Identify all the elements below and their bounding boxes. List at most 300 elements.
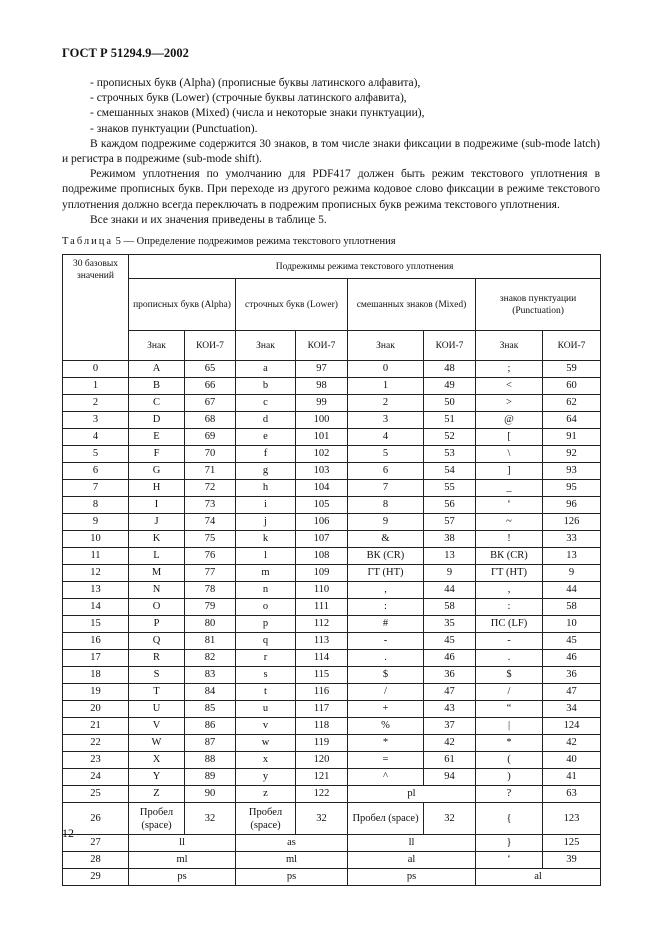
table-cell: 106	[296, 514, 348, 531]
table-cell: 112	[296, 616, 348, 633]
table-row	[63, 531, 601, 548]
table-cell: }	[476, 835, 543, 852]
header-koi-mixed: КОИ-7	[424, 331, 476, 361]
table-cell: 108	[296, 548, 348, 565]
table-cell: \	[476, 446, 543, 463]
table-cell: O	[129, 599, 185, 616]
table-row	[63, 803, 601, 835]
table-cell: 44	[424, 582, 476, 599]
table-cell: 117	[296, 701, 348, 718]
paragraph-default-mode: Режимом уплотнения по умолчанию для PDF417 должен быть режим текстового уплотнения в подрежиме прописных букв. При переходе из другого режима кодовое слово фиксации в режиме текстового уплотнения должно всегда переключать в подрежим прописных букв режима текстового уплотнения.	[62, 168, 600, 211]
table-cell: $	[348, 667, 424, 684]
table-cell: 45	[424, 633, 476, 650]
table-cell: 86	[185, 718, 236, 735]
table-cell: x	[236, 752, 296, 769]
table-row	[63, 463, 601, 480]
table-cell: 59	[543, 361, 601, 378]
table-cell: 13	[543, 548, 601, 565]
table-cell: 120	[296, 752, 348, 769]
table-row	[63, 852, 601, 869]
table-cell: 28	[63, 852, 129, 869]
table-cell: 9	[543, 565, 601, 582]
table-cell: 60	[543, 378, 601, 395]
table-cell: 32	[296, 803, 348, 835]
table-row	[63, 378, 601, 395]
table-cell: 42	[543, 735, 601, 752]
table-cell: E	[129, 429, 185, 446]
table-cell: “	[476, 701, 543, 718]
table-cell: 35	[424, 616, 476, 633]
table-cell: 27	[63, 835, 129, 852]
table-cell: 92	[543, 446, 601, 463]
table-cell: (	[476, 752, 543, 769]
table-cell: 88	[185, 752, 236, 769]
table-cell: 73	[185, 497, 236, 514]
table-row	[63, 395, 601, 412]
table-cell: u	[236, 701, 296, 718]
table-cell: 12	[63, 565, 129, 582]
table-cell: q	[236, 633, 296, 650]
table-cell: g	[236, 463, 296, 480]
table-cell: 101	[296, 429, 348, 446]
table-cell: r	[236, 650, 296, 667]
table-cell: A	[129, 361, 185, 378]
document-header: ГОСТ Р 51294.9—2002	[62, 46, 189, 60]
table-cell: l	[236, 548, 296, 565]
table-cell: 14	[63, 599, 129, 616]
table-cell: 9	[348, 514, 424, 531]
table-cell: 100	[296, 412, 348, 429]
paragraph-submodes: В каждом подрежиме содержится 30 знаков, в том числе знаки фиксации в подрежиме (sub-mode latch) и регистра в подрежиме (sub-mode shift).	[62, 137, 600, 166]
table-cell: Y	[129, 769, 185, 786]
table-cell: 81	[185, 633, 236, 650]
header-base-values: 30 базовых значений	[63, 255, 129, 361]
table-cell: 90	[185, 786, 236, 803]
table-cell: 123	[543, 803, 601, 835]
table-cell-merged: al	[476, 869, 601, 886]
table-cell: 76	[185, 548, 236, 565]
table-cell: /	[476, 684, 543, 701]
table-cell: 10	[543, 616, 601, 633]
table-cell: 0	[348, 361, 424, 378]
table-row	[63, 701, 601, 718]
table-cell: ГТ (НТ)	[476, 565, 543, 582]
table-cell: D	[129, 412, 185, 429]
table-cell: 47	[543, 684, 601, 701]
table-cell: :	[476, 599, 543, 616]
table-cell: 48	[424, 361, 476, 378]
table-cell: -	[348, 633, 424, 650]
table-cell: d	[236, 412, 296, 429]
table-cell: p	[236, 616, 296, 633]
table-cell: y	[236, 769, 296, 786]
table-cell: 18	[63, 667, 129, 684]
table-cell: &	[348, 531, 424, 548]
table-cell: 2	[348, 395, 424, 412]
table-cell: 22	[63, 735, 129, 752]
table-cell: >	[476, 395, 543, 412]
table-row	[63, 869, 601, 886]
table-cell: S	[129, 667, 185, 684]
table-cell: |	[476, 718, 543, 735]
table-cell: 52	[424, 429, 476, 446]
table-cell: 61	[424, 752, 476, 769]
table-cell: $	[476, 667, 543, 684]
table-cell: ‘	[476, 497, 543, 514]
table-cell: 46	[543, 650, 601, 667]
table-cell: 75	[185, 531, 236, 548]
table-cell: 62	[543, 395, 601, 412]
table-row	[63, 361, 601, 378]
table-cell: 9	[424, 565, 476, 582]
table-cell: 63	[543, 786, 601, 803]
table-cell: *	[348, 735, 424, 752]
table-cell: 24	[63, 769, 129, 786]
table-cell: e	[236, 429, 296, 446]
table-cell-merged: pl	[348, 786, 476, 803]
table-cell: 107	[296, 531, 348, 548]
header-punctuation: знаков пунктуации (Punctuation)	[476, 279, 601, 331]
table-row	[63, 667, 601, 684]
table-cell: 1	[348, 378, 424, 395]
table-cell: b	[236, 378, 296, 395]
table-cell: 66	[185, 378, 236, 395]
table-cell: 116	[296, 684, 348, 701]
table-cell: T	[129, 684, 185, 701]
table-cell: 97	[296, 361, 348, 378]
table-cell: ;	[476, 361, 543, 378]
table-cell: z	[236, 786, 296, 803]
table-cell: X	[129, 752, 185, 769]
table-cell: 105	[296, 497, 348, 514]
table-cell: -	[476, 633, 543, 650]
table-cell: 102	[296, 446, 348, 463]
table-cell: J	[129, 514, 185, 531]
page-number: 12	[62, 826, 74, 840]
table-cell: F	[129, 446, 185, 463]
table-cell: =	[348, 752, 424, 769]
table-cell: 5	[348, 446, 424, 463]
table-cell: 29	[63, 869, 129, 886]
table-cell: #	[348, 616, 424, 633]
table-cell: N	[129, 582, 185, 599]
table-cell: 16	[63, 633, 129, 650]
table-cell: 118	[296, 718, 348, 735]
table-cell: ~	[476, 514, 543, 531]
table-cell: ПС (LF)	[476, 616, 543, 633]
table-cell: W	[129, 735, 185, 752]
table-cell: _	[476, 480, 543, 497]
list-item-lower: - строчных букв (Lower) (строчные буквы латинского алфавита),	[90, 92, 407, 105]
table-cell: 115	[296, 667, 348, 684]
table-cell: /	[348, 684, 424, 701]
table-cell: 44	[543, 582, 601, 599]
table-cell: 87	[185, 735, 236, 752]
table-cell: V	[129, 718, 185, 735]
table-cell: 56	[424, 497, 476, 514]
table-cell: 20	[63, 701, 129, 718]
body-text	[62, 76, 600, 228]
table-cell: 72	[185, 480, 236, 497]
header-sign-alpha: Знак	[129, 331, 185, 361]
table-cell: h	[236, 480, 296, 497]
table-cell: 43	[424, 701, 476, 718]
table-cell: 0	[63, 361, 129, 378]
table-cell: 2	[63, 395, 129, 412]
table-cell: L	[129, 548, 185, 565]
table-5	[62, 254, 601, 886]
table-cell: !	[476, 531, 543, 548]
table-cell: 79	[185, 599, 236, 616]
table-cell-merged: al	[348, 852, 476, 869]
table-caption	[62, 236, 396, 247]
table-cell: s	[236, 667, 296, 684]
table-cell: 42	[424, 735, 476, 752]
table-cell: 84	[185, 684, 236, 701]
table-cell: 78	[185, 582, 236, 599]
table-row	[63, 429, 601, 446]
table-cell: 6	[348, 463, 424, 480]
table-cell: 4	[63, 429, 129, 446]
table-cell-merged: ps	[236, 869, 348, 886]
table-cell: 49	[424, 378, 476, 395]
table-cell: P	[129, 616, 185, 633]
table-cell: R	[129, 650, 185, 667]
table-cell: 114	[296, 650, 348, 667]
table-cell: 95	[543, 480, 601, 497]
table-cell: {	[476, 803, 543, 835]
table-cell: 26	[63, 803, 129, 835]
table-cell: 89	[185, 769, 236, 786]
table-cell: 37	[424, 718, 476, 735]
table-cell: 104	[296, 480, 348, 497]
table-row	[63, 633, 601, 650]
table-cell: 57	[424, 514, 476, 531]
header-mixed: смешанных знаков (Mixed)	[348, 279, 476, 331]
header-submodes: Подрежимы режима текстового уплотнения	[129, 255, 601, 279]
table-cell: k	[236, 531, 296, 548]
table-cell-merged: ll	[129, 835, 236, 852]
table-cell: 41	[543, 769, 601, 786]
table-row	[63, 835, 601, 852]
table-cell: ВК (CR)	[476, 548, 543, 565]
table-row	[63, 718, 601, 735]
table-cell: 36	[543, 667, 601, 684]
table-cell: Z	[129, 786, 185, 803]
table-cell: 45	[543, 633, 601, 650]
table-cell: 58	[543, 599, 601, 616]
table-cell: w	[236, 735, 296, 752]
table-cell: 74	[185, 514, 236, 531]
table-cell: 33	[543, 531, 601, 548]
table-cell: )	[476, 769, 543, 786]
table-cell: ВК (CR)	[348, 548, 424, 565]
table-cell: f	[236, 446, 296, 463]
table-cell: 113	[296, 633, 348, 650]
table-cell: 21	[63, 718, 129, 735]
table-cell: 13	[424, 548, 476, 565]
table-cell: 11	[63, 548, 129, 565]
table-cell: 50	[424, 395, 476, 412]
table-cell: .	[476, 650, 543, 667]
table-cell: 25	[63, 786, 129, 803]
table-cell: j	[236, 514, 296, 531]
table-row	[63, 514, 601, 531]
list-item-punctuation: - знаков пунктуации (Punctuation).	[90, 122, 258, 135]
table-cell-merged: as	[236, 835, 348, 852]
table-cell: 103	[296, 463, 348, 480]
table-cell: <	[476, 378, 543, 395]
table-cell: 32	[424, 803, 476, 835]
table-cell: 122	[296, 786, 348, 803]
table-cell: 125	[543, 835, 601, 852]
table-cell: +	[348, 701, 424, 718]
table-row	[63, 480, 601, 497]
table-cell-merged: ll	[348, 835, 476, 852]
table-cell: 3	[348, 412, 424, 429]
table-cell: 4	[348, 429, 424, 446]
table-row	[63, 786, 601, 803]
table-cell: H	[129, 480, 185, 497]
table-cell: m	[236, 565, 296, 582]
table-cell: U	[129, 701, 185, 718]
table-cell: Пробел (space)	[129, 803, 185, 835]
table-cell: 121	[296, 769, 348, 786]
table-cell: ,	[476, 582, 543, 599]
table-cell-merged: ps	[129, 869, 236, 886]
table-cell: ]	[476, 463, 543, 480]
table-cell: M	[129, 565, 185, 582]
table-row	[63, 412, 601, 429]
table-cell: 109	[296, 565, 348, 582]
table-cell: v	[236, 718, 296, 735]
table-cell: o	[236, 599, 296, 616]
table-cell: :	[348, 599, 424, 616]
table-cell: t	[236, 684, 296, 701]
table-row	[63, 616, 601, 633]
table-cell: 77	[185, 565, 236, 582]
table-cell: 40	[543, 752, 601, 769]
table-cell: 6	[63, 463, 129, 480]
table-cell: 67	[185, 395, 236, 412]
table-cell: 71	[185, 463, 236, 480]
table-cell: 38	[424, 531, 476, 548]
table-cell: 126	[543, 514, 601, 531]
table-cell: 36	[424, 667, 476, 684]
table-cell: 9	[63, 514, 129, 531]
table-cell: Q	[129, 633, 185, 650]
header-lower: строчных букв (Lower)	[236, 279, 348, 331]
table-cell: C	[129, 395, 185, 412]
table-cell: 99	[296, 395, 348, 412]
table-cell: 110	[296, 582, 348, 599]
table-cell: 47	[424, 684, 476, 701]
table-cell: 119	[296, 735, 348, 752]
table-cell: 17	[63, 650, 129, 667]
table-cell: 7	[348, 480, 424, 497]
table-row	[63, 752, 601, 769]
table-cell: 5	[63, 446, 129, 463]
header-koi-alpha: КОИ-7	[185, 331, 236, 361]
table-row	[63, 497, 601, 514]
header-koi-punct: КОИ-7	[543, 331, 601, 361]
table-row	[63, 684, 601, 701]
table-cell: 19	[63, 684, 129, 701]
table-cell: c	[236, 395, 296, 412]
table-cell: 13	[63, 582, 129, 599]
table-cell: 3	[63, 412, 129, 429]
table-cell: .	[348, 650, 424, 667]
table-cell: [	[476, 429, 543, 446]
table-cell: 34	[543, 701, 601, 718]
table-row	[63, 769, 601, 786]
caption-number: 5	[115, 236, 121, 247]
table-cell: 54	[424, 463, 476, 480]
table-cell: 53	[424, 446, 476, 463]
table-cell: 93	[543, 463, 601, 480]
table-cell: Пробел (space)	[236, 803, 296, 835]
table-cell: 10	[63, 531, 129, 548]
table-cell: 58	[424, 599, 476, 616]
table-cell: 1	[63, 378, 129, 395]
table-row	[63, 565, 601, 582]
table-cell-merged: ml	[236, 852, 348, 869]
header-koi-lower: КОИ-7	[296, 331, 348, 361]
table-cell: B	[129, 378, 185, 395]
table-cell-merged: ml	[129, 852, 236, 869]
table-cell: 70	[185, 446, 236, 463]
table-cell: 55	[424, 480, 476, 497]
paragraph-table-ref: Все знаки и их значения приведены в таблице 5.	[90, 213, 327, 226]
table-row	[63, 599, 601, 616]
table-cell: ?	[476, 786, 543, 803]
table-cell: 39	[543, 852, 601, 869]
table-cell: a	[236, 361, 296, 378]
table-cell: 7	[63, 480, 129, 497]
header-sign-punct: Знак	[476, 331, 543, 361]
table-cell: ГТ (НТ)	[348, 565, 424, 582]
caption-text: — Определение подрежимов режима текстового уплотнения	[120, 236, 396, 247]
list-item-alpha: - прописных букв (Alpha) (прописные буквы латинского алфавита),	[90, 77, 421, 89]
table-cell: 65	[185, 361, 236, 378]
table-row	[63, 446, 601, 463]
table-cell: 8	[348, 497, 424, 514]
table-row	[63, 735, 601, 752]
table-cell: 94	[424, 769, 476, 786]
table-cell: %	[348, 718, 424, 735]
table-cell: ,	[348, 582, 424, 599]
table-cell: 80	[185, 616, 236, 633]
table-cell: 32	[185, 803, 236, 835]
table-cell: G	[129, 463, 185, 480]
table-cell: @	[476, 412, 543, 429]
table-cell: I	[129, 497, 185, 514]
table-cell: 51	[424, 412, 476, 429]
table-cell: Пробел (space)	[348, 803, 424, 835]
table-row	[63, 548, 601, 565]
table-cell: ^	[348, 769, 424, 786]
table-cell: 111	[296, 599, 348, 616]
table-cell: n	[236, 582, 296, 599]
table-cell: 15	[63, 616, 129, 633]
table-row	[63, 582, 601, 599]
list-item-mixed: - смешанных знаков (Mixed) (числа и некоторые знаки пунктуации),	[90, 107, 425, 120]
header-sign-mixed: Знак	[348, 331, 424, 361]
table-cell-merged: ps	[348, 869, 476, 886]
caption-prefix: Таблица	[62, 236, 114, 247]
table-cell: 85	[185, 701, 236, 718]
table-cell: 46	[424, 650, 476, 667]
